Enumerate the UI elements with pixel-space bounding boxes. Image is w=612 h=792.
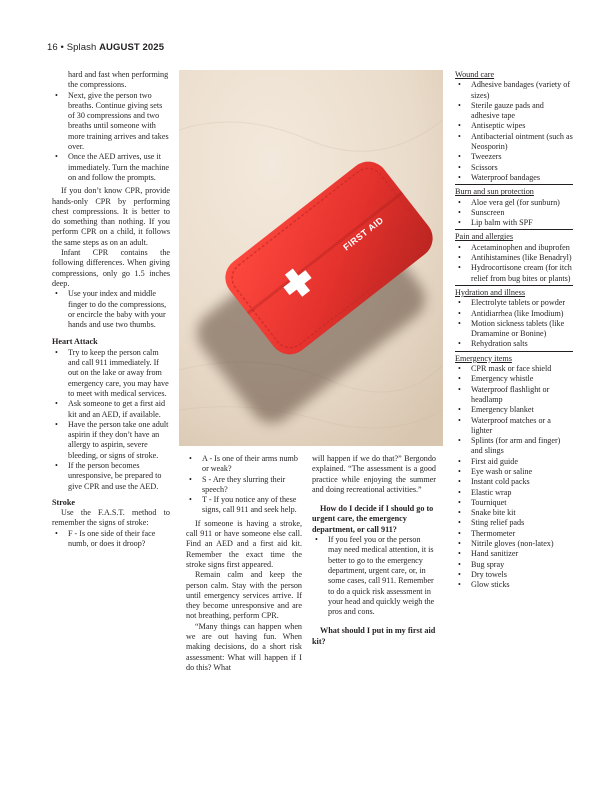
- paragraph: If someone is having a stroke, call 911 or have someone else call. Find an AED and a first aid kit. Remember the exact time the stroke signs first appeared.: [186, 518, 302, 569]
- folio-separator: •: [57, 42, 67, 53]
- kit-group-hydration: [455, 285, 573, 350]
- bag-label: FIRST AID: [341, 214, 386, 253]
- list-item: • Instant cold packs: [455, 477, 573, 487]
- list-item: • Once the AED arrives, use it immediately. Turn the machine on and follow the prompts.: [52, 152, 170, 183]
- paragraph: Remain calm and keep the person calm. Stay with the person until emergency services arrive. If they become unresponsive and are not breathing, perform CPR.: [186, 570, 302, 621]
- list-item: • CPR mask or face shield: [455, 364, 573, 374]
- column-2: [186, 454, 302, 673]
- list-item: • Antiseptic wipes: [455, 121, 573, 131]
- kit-group-heading: Pain and allergies: [455, 232, 514, 242]
- list-item: • Elastic wrap: [455, 488, 573, 498]
- list-item: • Eye wash or saline: [455, 467, 573, 477]
- list-item: • Nitrile gloves (non-latex): [455, 539, 573, 549]
- kit-group-heading: Hydration and illness: [455, 287, 526, 297]
- list-item: • Lip balm with SPF: [455, 218, 573, 228]
- fast-method-list: [52, 529, 170, 550]
- list-item: • Motion sickness tablets (like Dramamine or Bonine): [455, 319, 573, 340]
- question-heading: How do I decide if I should go to urgent care, the emergency department, or call 911?: [312, 504, 434, 534]
- first-aid-kit-list: [455, 70, 573, 592]
- kit-group-heading: Emergency items: [455, 353, 512, 363]
- list-item: • If you feel you or the person may need medical attention, it is better to go to the emergency department, urgent care, or, in some cases, call 911. Remember to do a quick risk assessment in your head and quickly weigh the pros and cons.: [312, 535, 436, 617]
- list-item: • Aloe vera gel (for sunburn): [455, 198, 573, 208]
- list-item: • Thermometer: [455, 529, 573, 539]
- list-item: • Waterproof bandages: [455, 173, 573, 183]
- list-item: • Antibacterial ointment (such as Neosporin): [455, 132, 573, 153]
- list-item: • Hand sanitizer: [455, 549, 573, 559]
- kit-group-wound-care: [455, 70, 573, 183]
- column-1: [52, 70, 170, 549]
- page-number: 16: [47, 42, 58, 53]
- infant-cpr-list: [52, 289, 170, 330]
- list-item: • Try to keep the person calm and call 911 immediately. If out on the lake or away from emergency care, you may have to meet with medical services.: [52, 348, 170, 399]
- list-item: • Tweezers: [455, 152, 573, 162]
- list-item: • Dry towels: [455, 570, 573, 580]
- publication-name: Splash: [66, 42, 97, 53]
- list-item: • Adhesive bandages (variety of sizes): [455, 80, 573, 101]
- kit-group-emergency: [455, 351, 573, 591]
- list-item: • Ask someone to get a first aid kit and an AED, if available.: [52, 399, 170, 420]
- section-heading-stroke: Stroke: [52, 497, 76, 507]
- list-item: • S - Are they slurring their speech?: [186, 475, 302, 496]
- paragraph: Infant CPR contains the following differences. When giving compressions, only go 1.5 inches deep.: [52, 248, 170, 288]
- paragraph: If you don’t know CPR, provide hands-only CPR by performing chest compressions. It is better to do something than nothing. If you perform CPR on a child, it follows the same steps as on an adult.: [52, 186, 170, 247]
- list-item: • Waterproof matches or a lighter: [455, 416, 573, 437]
- list-item: • Waterproof flashlight or headlamp: [455, 385, 573, 406]
- list-item: • First aid guide: [455, 457, 573, 467]
- kit-group-pain-allergies: [455, 229, 573, 283]
- list-item: • Hydrocortisone cream (for itch relief from bug bites or plants): [455, 263, 573, 284]
- list-item: • Tourniquet: [455, 498, 573, 508]
- kit-group-heading: Wound care: [455, 70, 495, 79]
- cpr-steps-list: [52, 70, 170, 183]
- paragraph: will happen if we do that?” Bergondo explained. “The assessment is a good practice while enjoying the summer and doing recreational activities.”: [312, 454, 436, 494]
- list-item: • Rehydration salts: [455, 339, 573, 349]
- paragraph: Use the F.A.S.T. method to remember the signs of stroke:: [52, 508, 170, 528]
- first-aid-bag-photo: [179, 70, 443, 446]
- list-item: • Next, give the person two breaths. Continue giving sets of 30 compressions and two breaths until someone with more training arrives and takes over.: [52, 91, 170, 153]
- kit-group-heading: Burn and sun protection: [455, 187, 534, 197]
- list-item: • Scissors: [455, 163, 573, 173]
- heart-attack-list: [52, 348, 170, 492]
- list-item: • Have the person take one adult aspirin if they don’t have an allergy to aspirin, severe bleeding, or signs of stroke.: [52, 420, 170, 461]
- list-item: • If the person becomes unresponsive, be prepared to give CPR and use the AED.: [52, 461, 170, 492]
- list-item: • F - Is one side of their face numb, or does it droop?: [52, 529, 170, 550]
- list-item: • Splints (for arm and finger) and slings: [455, 436, 573, 457]
- issue-date: AUGUST 2025: [99, 42, 165, 53]
- fast-method-list-continued: [186, 454, 302, 516]
- list-item: • Electrolyte tablets or powder: [455, 298, 573, 308]
- list-item: • Acetaminophen and ibuprofen: [455, 243, 573, 253]
- list-item: • A - Is one of their arms numb or weak?: [186, 454, 302, 475]
- list-item: hard and fast when performing the compressions.: [68, 70, 169, 90]
- first-aid-bag-illustration: [179, 70, 443, 446]
- column-3: [312, 454, 436, 647]
- paragraph: “Many things can happen when we are out having fun. When making decisions, do a short risk assessment: What will happen if I do this? What: [186, 621, 302, 672]
- kit-group-burn-sun: [455, 184, 573, 228]
- page-folio: [47, 42, 164, 53]
- list-item: • Antidiarrhea (like Imodium): [455, 309, 573, 319]
- list-item: • Sunscreen: [455, 208, 573, 218]
- list-item: • Bug spray: [455, 560, 573, 570]
- list-item: • Snake bite kit: [455, 508, 573, 518]
- list-item: • Sterile gauze pads and adhesive tape: [455, 101, 573, 122]
- list-item: • Glow sticks: [455, 580, 573, 590]
- list-item: • Sting relief pads: [455, 518, 573, 528]
- question-heading: What should I put in my first aid kit?: [312, 626, 436, 646]
- list-item: • Use your index and middle finger to do the compressions, or encircle the baby with your hands and use two thumbs.: [52, 289, 170, 330]
- care-decision-list: [312, 535, 436, 617]
- list-item: • Antihistamines (like Benadryl): [455, 253, 573, 263]
- list-item: • Emergency blanket: [455, 405, 573, 415]
- section-heading-heart-attack: Heart Attack: [52, 337, 98, 347]
- list-item: • T - If you notice any of these signs, call 911 and seek help.: [186, 495, 302, 516]
- list-item: • Emergency whistle: [455, 374, 573, 384]
